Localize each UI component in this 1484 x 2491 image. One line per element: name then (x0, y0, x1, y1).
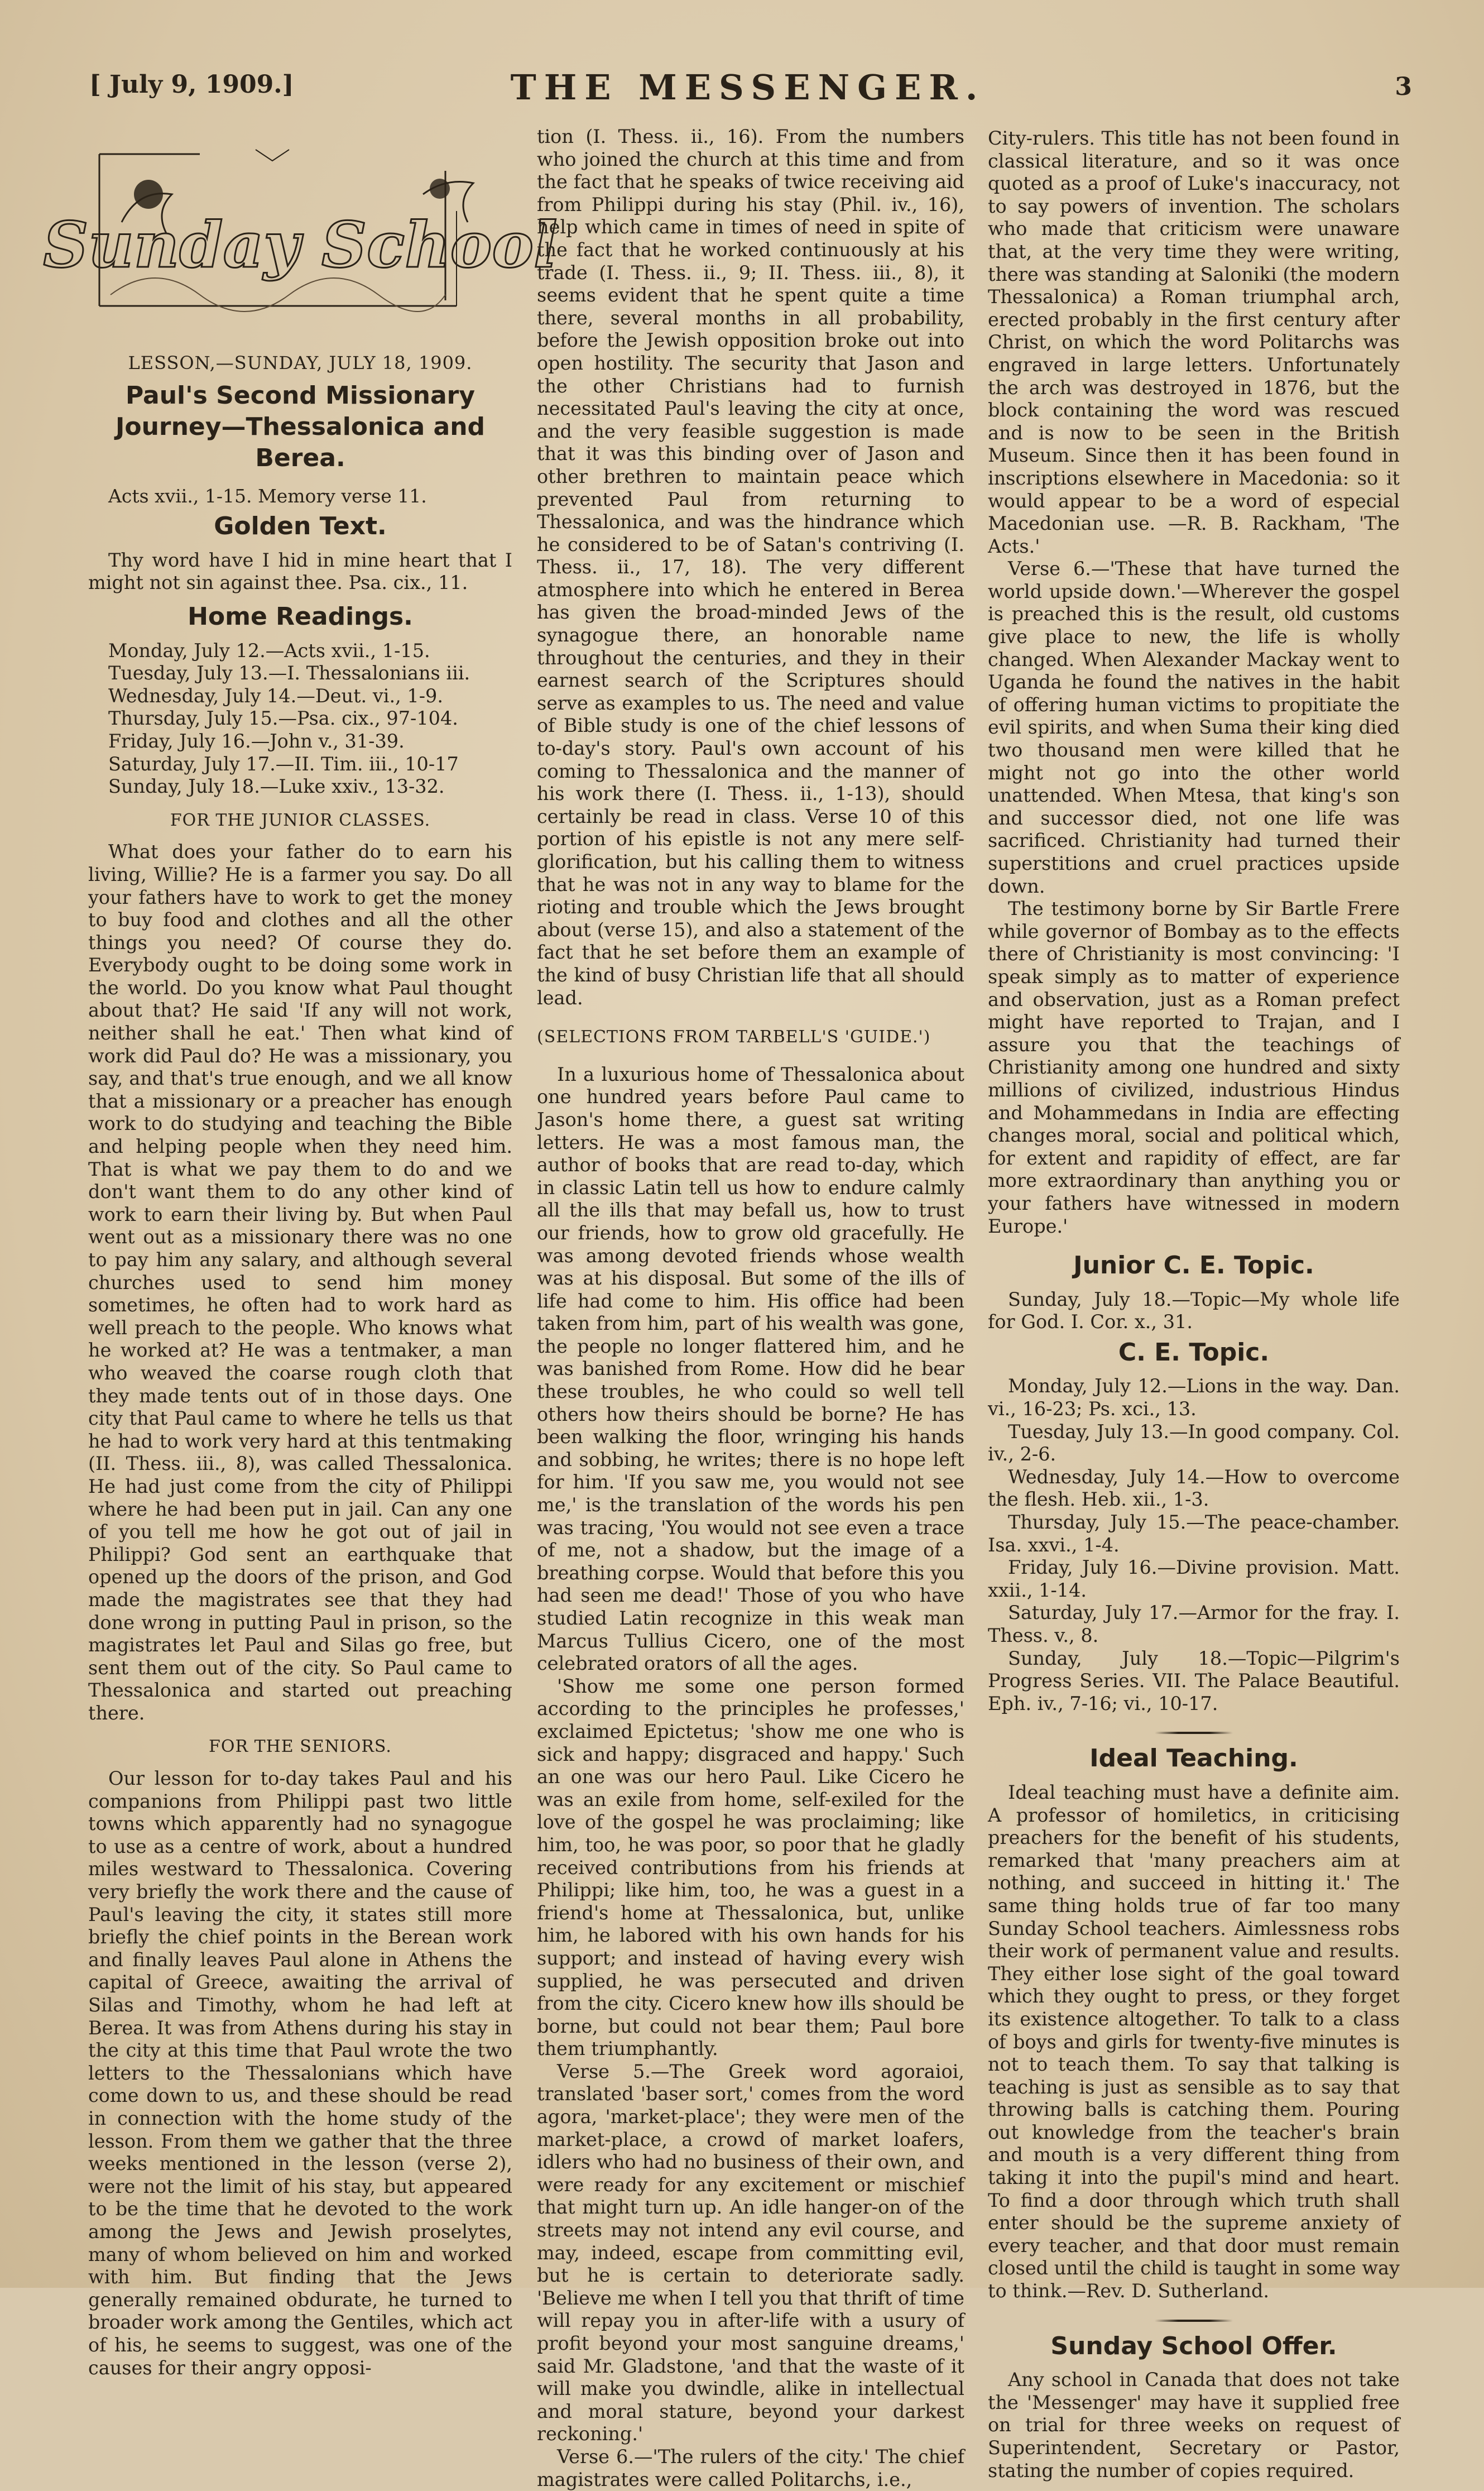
golden-text-heading: Golden Text. (214, 512, 387, 541)
sunday-school-offer-body: Any school in Canada that does not take the 'Messenger' may have it supplied free on trial for three weeks on request of Superintendent, Secretary or Pastor, stating the number of copies required. (988, 2369, 1400, 2482)
epictetus-paragraph: 'Show me some one person formed according to the principles he professes,' exclaimed Epictetus; 'show me one who is sick and happy; disgraced and happy.' Such an one was our hero Paul. Like Cicero he was an exile from home, self-exiled for the love of the gospel he was proclaiming; like him, too, he was poor, so poor that he gladly received contributions from his friends at Philippi; like him, too, he was a guest in a friend's home at Thessalonica, but, unlike him, he labored with his own hands for his support; and instead of having every wish supplied, he was persecuted and driven from the city. Cicero knew how ills should be borne, but could not bear them; Paul bore them triumphantly. (537, 1675, 964, 2060)
bartle-frere-paragraph: The testimony borne by Sir Bartle Frere while governor of Bombay as to the effects there of Christianity is most convincing: 'I speak simply as to matter of experience and observation, just as a Roman prefect might have reported to Trajan, and I assure you that the teachings of Christianity among one hundred and sixty millions of civilized, industrious Hindus and Mohammedans in India are effecting changes moral, social and political which, for extent and rapidity of effect, are far more extraordinary than anything you or your fathers have witnessed in modern Europe.' (988, 898, 1400, 1237)
seniors-body: Our lesson for to-day takes Paul and his companions from Philippi past two little towns which apparently had no synagogue to use as a centre of work, about a hundred miles westward to Thessalonica. Covering very briefly the work there and the cause of Paul's leaving the city, it states still more briefly the chief points in the Berean work and finally leaves Paul alone in Athens the capital of Greece, awaiting the arrival of Silas and Timothy, whom he had left at Berea. It was from Athens during his stay in the city at this time that Paul wrote the two letters to the Thessalonians which have come down to us, and these should be read in connection with the home study of the lesson. From them we gather that the three weeks mentioned in the lesson (verse 2), were not the limit of his stay, but appeared to be the time that he devoted to the work among the Jews and Jewish proselytes, many of whom believed on him and worked with him. But finding that the Jews generally remained obdurate, he turned to broader work among the Gentiles, which act of his, he seems to suggest, was one of the causes for their angry opposi- (88, 1767, 512, 2379)
section-divider (1155, 2320, 1233, 2322)
masthead (84, 67, 1412, 112)
column-1 (43, 127, 558, 2379)
lesson-title: Paul's Second Missionary Journey—Thessalonica and Berea. (115, 381, 486, 472)
lesson-date: LESSON,—SUNDAY, JULY 18, 1909. (128, 352, 473, 373)
reading-item: Tuesday, July 13.—I. Thessalonians iii. (108, 662, 470, 684)
reading-item: Sunday, July 18.—Luke xxiv., 13-32. (108, 775, 445, 798)
issue-date: [ July 9, 1909.] (89, 70, 294, 99)
politarchs-paragraph: City-rulers. This title has not been found in classical literature, and so it was once quoted as a proof of Luke's inaccuracy, not to say powers of invention. The scholars who made that criticism were unaware that, at the very time they were writing, there was standing at Saloniki (the modern Thessalonica) a Roman triumphal arch, erected probably in the first century after Christ, on which the word Politarchs was engraved in large letters. Unfortunately the arch was destroyed in 1876, but the block containing the word was rescued and is now to be seen in the British Museum. Since then it has been found in inscriptions elsewhere in Macedonia: so it would appear to be a word of especial Macedonian use. —R. B. Rackham, 'The Acts.' (988, 127, 1400, 557)
junior-classes-heading: FOR THE JUNIOR CLASSES. (170, 810, 431, 830)
seniors-continued: tion (I. Thess. ii., 16). From the numbers who joined the church at this time and from the fact that he speaks of twice receiving aid from Philippi during his stay (Phil. iv., 16), help which came in times of need in spite of the fact that he worked continuously at his trade (I. Thess. ii., 9; II. Thess. iii., 8), it seems evident that he spent quite a time there, several months in all probability, before the Jewish opposition broke out into open hostility. The security that Jason and the other Christians had to furnish necessitated Paul's leaving the city at once, and the very feasible suggestion is made that it was this binding over of Jason and other brethren to maintain peace which prevented Paul from returning to Thessalonica, and was the hindrance which he considered to be of Satan's contriving (I. Thess. ii., 17, 18). The very different atmosphere into which he entered in Berea has given the broad-minded Jews of the synagogue there, an honorable name throughout the centuries, and they in their earnest search of the Scriptures should serve as examples to us. The need and value of Bible study is one of the chief lessons of to-day's story. Paul's own account of his coming to Thessalonica and the manner of his work there (I. Thess. ii., 1-13), should certainly be read in class. Verse 10 of this portion of his epistle is not any mere self-glorification, but his calling them to witness that he was not in any way to blame for the rioting and trouble which the Jews brought about (verse 15), and also a statement of the fact that he set before them an example of the kind of busy Christian life that all should lead. (537, 126, 964, 1009)
column-3 (988, 127, 1400, 2482)
ce-item: Tuesday, July 13.—In good company. Col. iv., 2-6. (988, 1420, 1400, 1465)
junior-ce-heading: Junior C. E. Topic. (1073, 1251, 1314, 1280)
lesson-reference: Acts xvii., 1-15. Memory verse 11. (108, 485, 427, 507)
page-number: 3 (1395, 73, 1412, 101)
logo-illustration (43, 127, 558, 339)
ideal-teaching-body: Ideal teaching must have a definite aim. A professor of homiletics, in criticising preachers for the benefit of his students, remarked that 'many preachers aim at nothing, and succeed in hitting it.' The same thing holds true of far too many Sunday School teachers. Aimlessness robs their work of permanent value and results. They either lose sight of the goal toward which they ought to press, or they forget its existence altogether. To talk to a class of boys and girls for twenty-five minutes is not to teach them. To say that talking is teaching is just as sensible as to say that throwing balls is catching them. Pouring out knowledge from the teacher's brain and mouth is a very different thing from taking it into the pupil's mind and heart. To find a door through which truth shall enter should be the supreme anxiety of every teacher, and that door must remain closed until the child is taught in some way to think.—Rev. D. Sutherland. (988, 1781, 1400, 2302)
ideal-teaching-heading: Ideal Teaching. (1089, 1744, 1298, 1773)
junior-classes-body: What does your father do to earn his living, Willie? He is a farmer you say. Do all your fathers have to work to get the money to buy food and clothes and all the other things you need? Of course they do. Everybody ought to be doing some work in the world. Do you know what Paul thought about that? He said 'If any will not work, neither shall he eat.' Then what kind of work did Paul do? He was a missionary, you say, and that's true enough, and we all know that a missionary or a preacher has enough work to do studying and teaching the Bible and helping people when they need him. That is what we pay them to do and we don't want them to do any other kind of work to earn their living by. But when Paul went out as a missionary there was no one to pay him any salary, and although several churches used to send him money sometimes, he often had to work hard as well preach to the people. Who knows what he worked at? He was a tentmaker, a man who weaved the coarse rough cloth that they made tents out of in those days. One city that Paul came to where he tells us that he had to work very hard at this tentmaking (II. Thess. iii., 8), was called Thessalonica. He had just come from the city of Philippi where he had been put in jail. Can any one of you tell me how he got out of jail in Philippi? God sent an earthquake that opened up the doors of the prison, and God made the magistrates see that they had done wrong in putting Paul in prison, so the magistrates let Paul and Silas go free, but sent them out of the city. So Paul came to Thessalonica and started out preaching there. (88, 841, 512, 1724)
cicero-paragraph: In a luxurious home of Thessalonica about one hundred years before Paul came to Jason's home there, a guest sat writing letters. He was a most famous man, the author of books that are read to-day, which in classic Latin tell us how to endure calmly all the ills that may befall us, how to trust our friends, how to grow old gracefully. He was among devoted friends whose wealth was at his disposal. But some of the ills of life had come to him. His office had been taken from him, part of his wealth was gone, the people no longer flattered him, and he was banished from Rome. How did he bear these troubles, he who could so well tell others how theirs should be borne? He has been walking the floor, wringing his hands and sobbing, he writes; there is no hope left for him. 'If you saw me, you would not see me,' is the translation of the words his pen was tracing, 'You would not see even a trace of me, not a shadow, but the image of a breathing corpse. Would that before this you had seen me dead!' Those of you who have studied Latin recognize in this weak man Marcus Tullius Cicero, one of the most celebrated orators of all the ages. (537, 1063, 964, 1675)
ce-topic-list (988, 1375, 1400, 1715)
ce-item: Friday, July 16.—Divine provision. Matt. xxii., 1-14. (988, 1556, 1400, 1601)
home-readings-heading: Home Readings. (188, 602, 413, 631)
reading-item: Thursday, July 15.—Psa. cix., 97-104. (108, 707, 458, 730)
tarbell-guide-heading: (SELECTIONS FROM TARBELL'S 'GUIDE.') (537, 1027, 931, 1047)
ce-topic-heading: C. E. Topic. (1118, 1338, 1270, 1367)
upside-down-paragraph: Verse 6.—'These that have turned the world upside down.'—Wherever the gospel is preached this is the result, old customs give place to new, the life is wholly changed. When Alexander Mackay went to Uganda he found the natives in the habit of offering human victims to propitiate the evil spirits, and when Suma their king died two thousand men were killed that he might not go into the other world unattended. When Mtesa, that king's son and successor died, not one life was sacrificed. Christianity had turned their superstitions and cruel practices upside down. (988, 558, 1400, 897)
logo-text: Sunday School (43, 209, 558, 282)
sunday-school-logo (43, 127, 558, 339)
reading-item: Wednesday, July 14.—Deut. vi., 1-9. (108, 684, 444, 707)
verse-6-paragraph: Verse 6.—'The rulers of the city.' The chief magistrates were called Politarchs, i.e., (537, 2445, 964, 2490)
ce-item: Monday, July 12.—Lions in the way. Dan. vi., 16-23; Ps. xci., 13. (988, 1375, 1400, 1420)
ce-item: Sunday, July 18.—Topic—Pilgrim's Progress Series. VII. The Palace Beautiful. Eph. iv., 7-16; vi., 10-17. (988, 1647, 1400, 1714)
home-readings-list (88, 640, 512, 798)
golden-text-body: Thy word have I hid in mine heart that I might not sin against thee. Psa. cix., 11. (88, 549, 512, 594)
junior-ce-body: Sunday, July 18.—Topic—My whole life for God. I. Cor. x., 31. (988, 1288, 1400, 1333)
sunday-school-offer-heading: Sunday School Offer. (1050, 2331, 1337, 2360)
reading-item: Friday, July 16.—John v., 31-39. (108, 730, 405, 752)
ce-item: Wednesday, July 14.—How to overcome the flesh. Heb. xii., 1-3. (988, 1465, 1400, 1511)
ce-item: Saturday, July 17.—Armor for the fray. I. Thess. v., 8. (988, 1602, 1400, 1646)
reading-item: Saturday, July 17.—II. Tim. iii., 10-17 (108, 753, 459, 775)
section-divider (1155, 1732, 1233, 1734)
newspaper-title: THE MESSENGER. (510, 67, 986, 108)
verse-5-paragraph: Verse 5.—The Greek word agoraioi, translated 'baser sort,' comes from the word agora, 'market-place'; they were men of the market-place, a crowd of market loafers, idlers who had no business of their own, and were ready for any excitement or mischief that might turn up. An idle hanger-on of the streets may not intend any evil course, and may, indeed, escape from committing evil, but he is certain to deteriorate sadly. 'Believe me when I tell you that thrift of time will repay you in after-life with a usury of profit beyond your most sanguine dreams,' said Mr. Gladstone, 'and that the waste of it will make you dwindle, alike in intellectual and moral stature, beyond your darkest reckoning.' (537, 2060, 964, 2445)
column-2 (537, 126, 964, 2491)
seniors-heading: FOR THE SENIORS. (209, 1737, 392, 1757)
reading-item: Monday, July 12.—Acts xvii., 1-15. (108, 639, 430, 662)
ce-item: Thursday, July 15.—The peace-chamber. Isa. xxvi., 1-4. (988, 1511, 1400, 1556)
